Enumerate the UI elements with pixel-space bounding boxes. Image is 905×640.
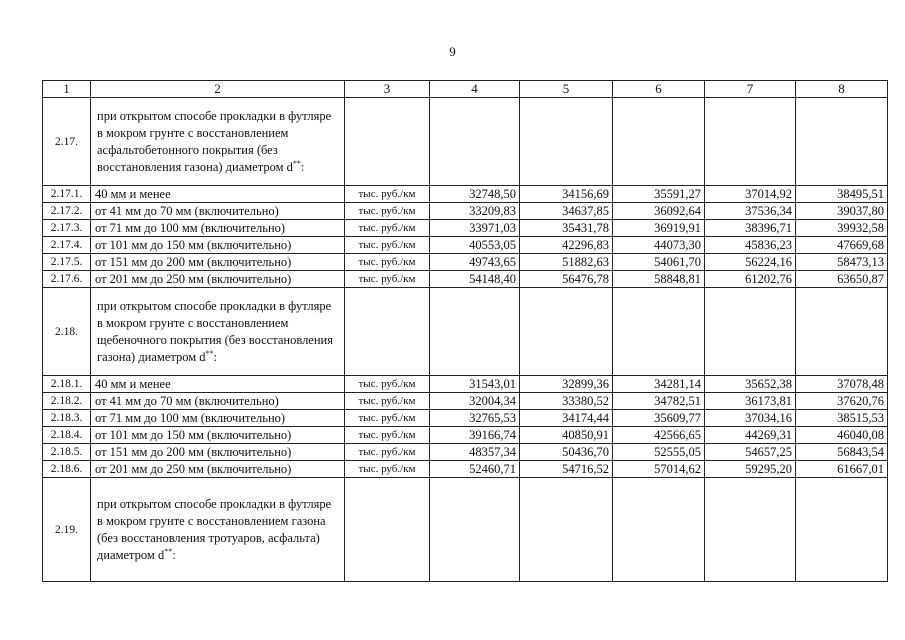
row-unit: тыс. руб./км xyxy=(345,220,430,237)
row-value: 39166,74 xyxy=(430,427,520,444)
table-group-row xyxy=(43,478,888,582)
row-value: 34637,85 xyxy=(520,203,613,220)
group-code: 2.17. xyxy=(43,98,91,186)
empty-cell xyxy=(345,288,430,376)
page-number: 9 xyxy=(449,44,456,59)
row-value: 34782,51 xyxy=(613,393,705,410)
group-description-end: : xyxy=(300,159,305,174)
empty-cell xyxy=(345,478,430,582)
row-value: 42566,65 xyxy=(613,427,705,444)
group-description xyxy=(91,98,345,186)
row-value: 50436,70 xyxy=(520,444,613,461)
row-unit: тыс. руб./км xyxy=(345,271,430,288)
column-header: 8 xyxy=(796,81,888,98)
row-value: 57014,62 xyxy=(613,461,705,478)
row-code: 2.18.5. xyxy=(43,444,91,461)
row-value: 46040,08 xyxy=(796,427,888,444)
group-description-text: при открытом способе прокладки в футляре в мокром грунте с восстановлением газона (без восстановления тротуаров, асфальта) диаметром d xyxy=(97,496,332,562)
row-value: 38515,53 xyxy=(796,410,888,427)
row-name: от 201 мм до 250 мм (включительно) xyxy=(91,461,345,478)
row-value: 39932,58 xyxy=(796,220,888,237)
table-group-row xyxy=(43,98,888,186)
row-value: 32765,53 xyxy=(430,410,520,427)
row-name: от 71 мм до 100 мм (включительно) xyxy=(91,220,345,237)
empty-cell xyxy=(345,98,430,186)
row-value: 35652,38 xyxy=(705,376,796,393)
empty-cell xyxy=(430,478,520,582)
table-body xyxy=(43,98,888,582)
row-value: 33971,03 xyxy=(430,220,520,237)
row-unit: тыс. руб./км xyxy=(345,461,430,478)
row-value: 31543,01 xyxy=(430,376,520,393)
row-value: 32004,34 xyxy=(430,393,520,410)
empty-cell xyxy=(613,98,705,186)
row-code: 2.17.4. xyxy=(43,237,91,254)
footnote-marker: ** xyxy=(164,546,173,556)
column-header: 2 xyxy=(91,81,345,98)
row-value: 35431,78 xyxy=(520,220,613,237)
table-row xyxy=(43,393,888,410)
row-value: 37536,34 xyxy=(705,203,796,220)
row-value: 48357,34 xyxy=(430,444,520,461)
row-value: 32748,50 xyxy=(430,186,520,203)
row-code: 2.17.2. xyxy=(43,203,91,220)
group-description-end: : xyxy=(213,349,218,364)
row-value: 37078,48 xyxy=(796,376,888,393)
row-value: 38495,51 xyxy=(796,186,888,203)
row-name: от 101 мм до 150 мм (включительно) xyxy=(91,427,345,444)
row-value: 37014,92 xyxy=(705,186,796,203)
row-value: 44269,31 xyxy=(705,427,796,444)
empty-cell xyxy=(796,288,888,376)
empty-cell xyxy=(705,98,796,186)
row-name: 40 мм и менее xyxy=(91,186,345,203)
row-code: 2.17.6. xyxy=(43,271,91,288)
row-value: 52555,05 xyxy=(613,444,705,461)
table-row xyxy=(43,427,888,444)
row-code: 2.17.5. xyxy=(43,254,91,271)
row-code: 2.18.3. xyxy=(43,410,91,427)
column-header: 3 xyxy=(345,81,430,98)
empty-cell xyxy=(705,288,796,376)
table-row xyxy=(43,376,888,393)
row-value: 47669,68 xyxy=(796,237,888,254)
row-value: 40553,05 xyxy=(430,237,520,254)
row-value: 33209,83 xyxy=(430,203,520,220)
row-code: 2.17.3. xyxy=(43,220,91,237)
row-value: 39037,80 xyxy=(796,203,888,220)
row-unit: тыс. руб./км xyxy=(345,444,430,461)
row-value: 34174,44 xyxy=(520,410,613,427)
row-unit: тыс. руб./км xyxy=(345,393,430,410)
row-code: 2.17.1. xyxy=(43,186,91,203)
row-unit: тыс. руб./км xyxy=(345,237,430,254)
row-unit: тыс. руб./км xyxy=(345,427,430,444)
empty-cell xyxy=(613,478,705,582)
column-header: 7 xyxy=(705,81,796,98)
column-number-header-row xyxy=(43,81,888,98)
row-value: 49743,65 xyxy=(430,254,520,271)
row-value: 44073,30 xyxy=(613,237,705,254)
group-description xyxy=(91,288,345,376)
row-value: 34281,14 xyxy=(613,376,705,393)
table-row xyxy=(43,186,888,203)
row-unit: тыс. руб./км xyxy=(345,254,430,271)
row-value: 56224,16 xyxy=(705,254,796,271)
row-name: 40 мм и менее xyxy=(91,376,345,393)
row-value: 56843,54 xyxy=(796,444,888,461)
table-row xyxy=(43,203,888,220)
row-value: 42296,83 xyxy=(520,237,613,254)
group-code: 2.19. xyxy=(43,478,91,582)
row-value: 61202,76 xyxy=(705,271,796,288)
price-table xyxy=(42,80,888,582)
row-value: 34156,69 xyxy=(520,186,613,203)
row-code: 2.18.4. xyxy=(43,427,91,444)
row-value: 36092,64 xyxy=(613,203,705,220)
empty-cell xyxy=(430,288,520,376)
row-value: 35591,27 xyxy=(613,186,705,203)
empty-cell xyxy=(705,478,796,582)
empty-cell xyxy=(520,478,613,582)
row-value: 54148,40 xyxy=(430,271,520,288)
row-value: 54716,52 xyxy=(520,461,613,478)
row-value: 56476,78 xyxy=(520,271,613,288)
row-unit: тыс. руб./км xyxy=(345,203,430,220)
group-description-text: при открытом способе прокладки в футляре в мокром грунте с восстановлением асфальтобетонного покрытия (без восстановления газона) диаметром d xyxy=(97,108,332,174)
table-row xyxy=(43,220,888,237)
row-value: 51882,63 xyxy=(520,254,613,271)
row-name: от 151 мм до 200 мм (включительно) xyxy=(91,254,345,271)
row-code: 2.18.1. xyxy=(43,376,91,393)
group-description-end: : xyxy=(172,547,176,562)
row-value: 32899,36 xyxy=(520,376,613,393)
empty-cell xyxy=(520,288,613,376)
row-code: 2.18.2. xyxy=(43,393,91,410)
row-value: 37620,76 xyxy=(796,393,888,410)
group-code: 2.18. xyxy=(43,288,91,376)
empty-cell xyxy=(430,98,520,186)
table-row xyxy=(43,410,888,427)
row-value: 54061,70 xyxy=(613,254,705,271)
table-row xyxy=(43,271,888,288)
row-value: 35609,77 xyxy=(613,410,705,427)
row-name: от 101 мм до 150 мм (включительно) xyxy=(91,237,345,254)
row-value: 36919,91 xyxy=(613,220,705,237)
table-row xyxy=(43,444,888,461)
row-value: 33380,52 xyxy=(520,393,613,410)
row-unit: тыс. руб./км xyxy=(345,410,430,427)
row-unit: тыс. руб./км xyxy=(345,376,430,393)
column-header: 4 xyxy=(430,81,520,98)
row-value: 37034,16 xyxy=(705,410,796,427)
table-row xyxy=(43,461,888,478)
row-value: 40850,91 xyxy=(520,427,613,444)
row-value: 61667,01 xyxy=(796,461,888,478)
row-value: 38396,71 xyxy=(705,220,796,237)
column-header: 5 xyxy=(520,81,613,98)
empty-cell xyxy=(520,98,613,186)
row-value: 59295,20 xyxy=(705,461,796,478)
table-group-row xyxy=(43,288,888,376)
empty-cell xyxy=(796,478,888,582)
footnote-marker: ** xyxy=(205,348,214,358)
row-name: от 41 мм до 70 мм (включительно) xyxy=(91,203,345,220)
row-value: 36173,81 xyxy=(705,393,796,410)
group-description xyxy=(91,478,345,582)
row-value: 54657,25 xyxy=(705,444,796,461)
row-code: 2.18.6. xyxy=(43,461,91,478)
column-header: 6 xyxy=(613,81,705,98)
row-value: 45836,23 xyxy=(705,237,796,254)
table-row xyxy=(43,237,888,254)
row-value: 52460,71 xyxy=(430,461,520,478)
row-value: 63650,87 xyxy=(796,271,888,288)
table-row xyxy=(43,254,888,271)
empty-cell xyxy=(796,98,888,186)
row-value: 58848,81 xyxy=(613,271,705,288)
row-name: от 71 мм до 100 мм (включительно) xyxy=(91,410,345,427)
column-header: 1 xyxy=(43,81,91,98)
empty-cell xyxy=(613,288,705,376)
row-name: от 201 мм до 250 мм (включительно) xyxy=(91,271,345,288)
row-unit: тыс. руб./км xyxy=(345,186,430,203)
row-name: от 41 мм до 70 мм (включительно) xyxy=(91,393,345,410)
footnote-marker: ** xyxy=(292,158,301,168)
group-description-text: при открытом способе прокладки в футляре в мокром грунте с восстановлением щебеночного покрытия (без восстановления газона) диаметром d xyxy=(97,298,333,364)
row-name: от 151 мм до 200 мм (включительно) xyxy=(91,444,345,461)
row-value: 58473,13 xyxy=(796,254,888,271)
